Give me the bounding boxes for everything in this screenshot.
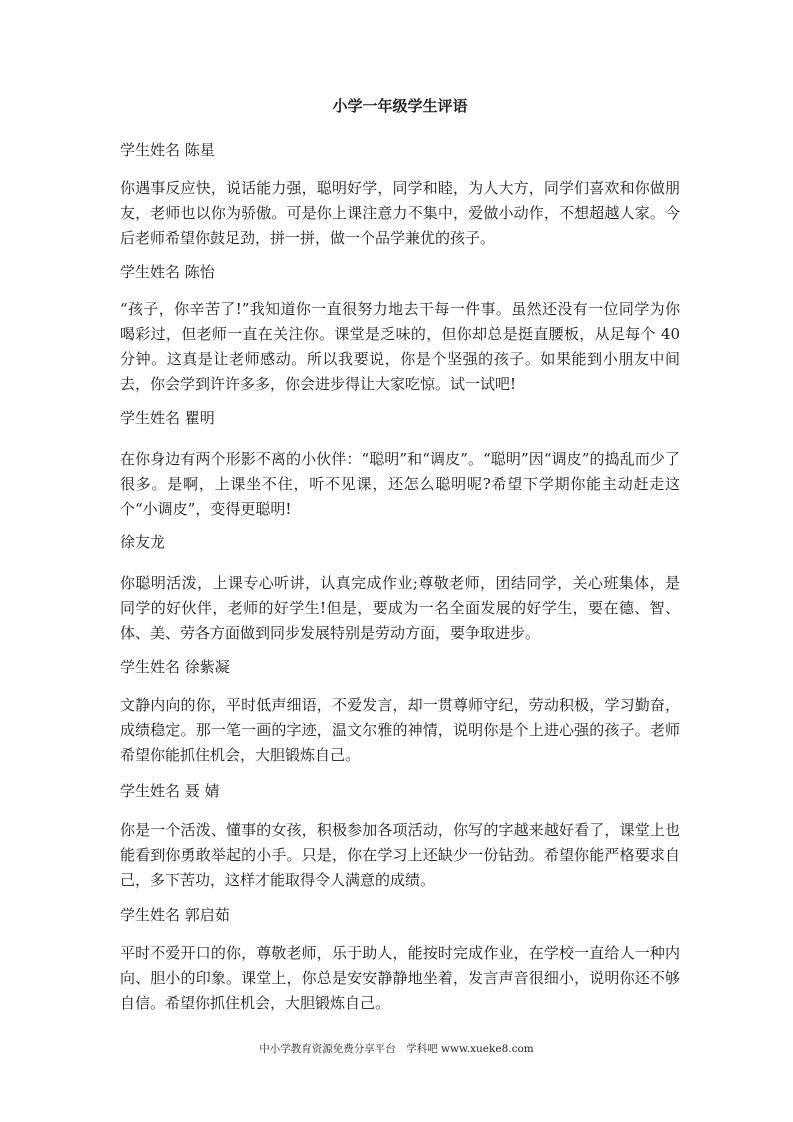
student-name-label: 学生姓名 郭启茹 [120, 906, 230, 924]
comment-paragraph: 你聪明活泼，上课专心听讲，认真完成作业;尊敬老师，团结同学，关心班集体，是同学的好伙伴，老师的好学生!但是，要成为一名全面发展的好学生，要在德、智、体、美、劳各方面做到同步发展特别是劳动方面，要争取进步。 [120, 574, 680, 642]
student-name-label: 徐友龙 [120, 533, 166, 551]
page-footer: 中小学教育资源免费分享平台 学科吧 www.xueke8.com [259, 1043, 534, 1055]
comment-paragraph: 你是一个活泼、懂事的女孩，积极参加各项活动，你写的字越来越好看了，课堂上也能看到你勇敢举起的小手。只是，你在学习上还缺少一份钻劲。希望你能严格要求自己，多下苦功，这样才能取得令人满意的成绩。 [120, 821, 680, 889]
comment-paragraph: 在你身边有两个形影不离的小伙伴：“聪明”和“调皮”。“聪明”因“调皮”的捣乱而少了很多。是啊，上课坐不住，听不见课，还怎么聪明呢?希望下学期你能主动赶走这个“小调皮”，变得更聪明! [120, 450, 680, 518]
student-name-label: 学生姓名 徐紫凝 [120, 658, 230, 676]
comment-paragraph: 你遇事反应快，说话能力强，聪明好学，同学和睦，为人大方，同学们喜欢和你做朋友，老师也以你为骄傲。可是你上课注意力不集中，爱做小动作，不想超越人家。今后老师希望你鼓足劲，拼一拼，做一个品学兼优的孩子。 [120, 179, 680, 247]
comment-paragraph: 平时不爱开口的你，尊敬老师，乐于助人，能按时完成作业，在学校一直给人一种内向、胆小的印象。课堂上，你总是安安静静地坐着，发言声音很细小，说明你还不够自信。希望你抓住机会，大胆锻炼自己。 [120, 944, 680, 1012]
comment-paragraph: “孩子，你辛苦了!”我知道你一直很努力地去干每一件事。虽然还没有一位同学为你喝彩过，但老师一直在关注你。课堂是乏味的，但你却总是挺直腰板，从足每个 40 分钟。这真是让老师感动。所以我要说，你是个坚强的孩子。如果能到小朋友中间去，你会学到许许多多，你会进步得让大家吃惊。试一试吧! [120, 300, 680, 393]
student-name-label: 学生姓名 陈星 [120, 141, 215, 159]
student-name-label: 学生姓名 陈怡 [120, 263, 215, 281]
comment-paragraph: 文静内向的你，平时低声细语，不爱发言，却一贯尊师守纪，劳动积极，学习勤奋，成绩稳定。那一笔一画的字迹，温文尔雅的神情，说明你是个上进心强的孩子。老师希望你能抓住机会，大胆锻炼自己。 [120, 696, 680, 764]
document-title: 小学一年级学生评语 [332, 97, 468, 115]
student-name-label: 学生姓名 瞿明 [120, 409, 215, 427]
student-name-label: 学生姓名 聂 婧 [120, 782, 220, 800]
